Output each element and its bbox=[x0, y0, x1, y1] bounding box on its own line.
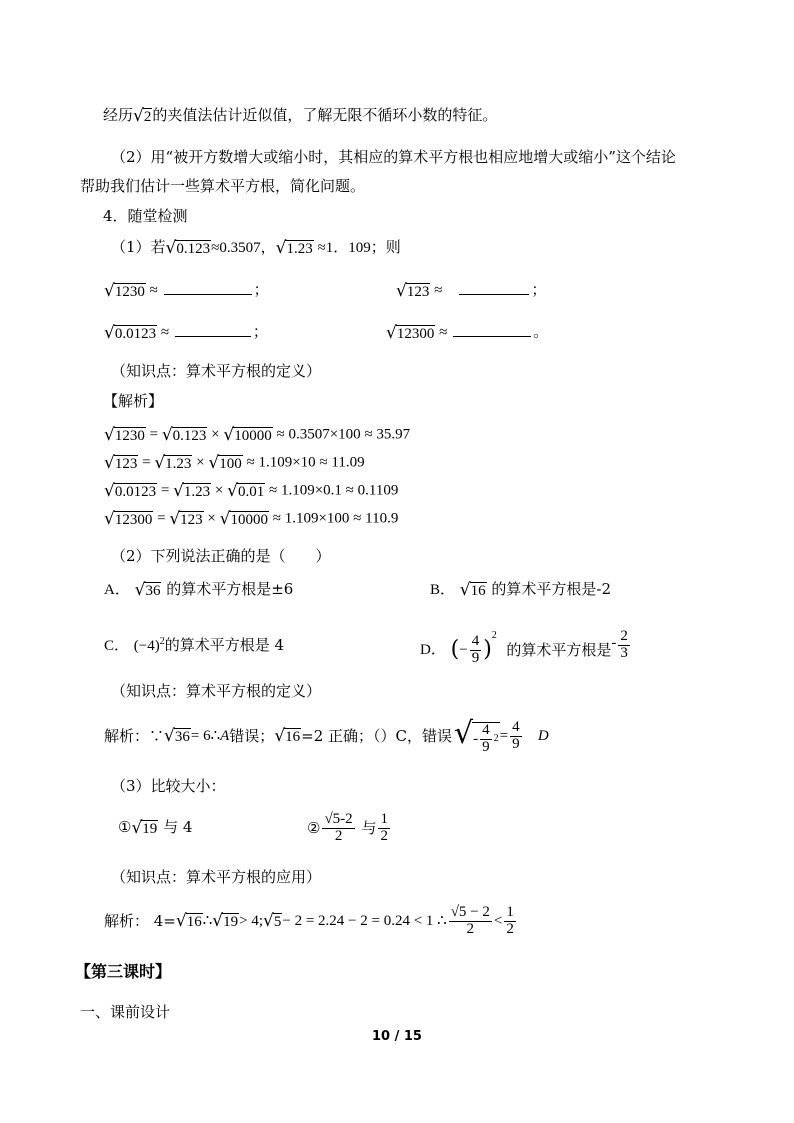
solution-line: √12300 = √123 × √10000 ≈ 1.109×100 ≈ 110.9 bbox=[104, 509, 399, 529]
analysis-heading: 【解析】 bbox=[103, 392, 164, 410]
solution-2: 解析：∵ √36 = 6∴ A 错误； √16 =2 正确；（）C，错误 √ - $\frac{4}{9}$ 2 = $\frac{4}{9}$ D bbox=[104, 716, 549, 755]
option-c[interactable]: C． $(-4)^2$的算术平方根是 4 bbox=[104, 636, 285, 654]
option-a[interactable]: A． √36 的算术平方根是±6 bbox=[104, 580, 294, 600]
answer-blank[interactable] bbox=[164, 294, 252, 295]
method-line-2: 帮助我们估计一些算术平方根，简化问题。 bbox=[80, 177, 366, 195]
knowledge-point-2: （知识点：算术平方根的定义） bbox=[111, 682, 322, 700]
subsection-heading: 一、课前设计 bbox=[80, 1003, 171, 1021]
compare-1: ①√19 与 4 bbox=[118, 818, 193, 838]
compare-2: ② $\frac{√5-2}{2}$ 与 $\frac{1}{2}$ bbox=[307, 810, 388, 844]
option-d[interactable]: D． ( − $\frac{4}{9}$ ) 2 的算术平方根是 - $\frac{2}{3}$ bbox=[420, 627, 628, 666]
knowledge-point-3: （知识点：算术平方根的应用） bbox=[111, 868, 322, 886]
text: 的夹值法估计近似值，了解无限不循环小数的特征。 bbox=[152, 106, 498, 125]
solution-3: 解析： 4= √16 ∴ √19 > 4; √5 − 2 = 2.24 − 2 = 0.24 < 1 ∴ $\frac{√5 - 2}{2}$ < $\frac{1}{2}$ bbox=[104, 903, 514, 937]
sqrt: √1.23 bbox=[275, 238, 313, 258]
sqrt: √0.123 bbox=[165, 238, 211, 258]
sqrt-2: √2 bbox=[133, 106, 152, 126]
knowledge-point-1: （知识点：算术平方根的定义） bbox=[111, 362, 322, 380]
solution-line: √1230 = √0.123 × √10000 ≈ 0.3507×100 ≈ 35.97 bbox=[104, 425, 411, 445]
answer-blank[interactable] bbox=[459, 294, 529, 295]
text: 经历 bbox=[103, 106, 134, 125]
fill-item-d: √12300 ≈ 。 bbox=[386, 323, 549, 343]
solution-line: √123 = √1.23 × √100 ≈ 1.109×10 ≈ 11.09 bbox=[104, 453, 365, 473]
text: ≈0.3507， bbox=[211, 240, 276, 257]
method-line-1: （2）用“被开方数增大或缩小时，其相应的算术平方根也相应地增大或缩小”这个结论 bbox=[111, 148, 676, 166]
sqrt: √1230 bbox=[104, 281, 145, 301]
answer-blank[interactable] bbox=[453, 336, 531, 337]
fill-item-b: √123 ≈ ； bbox=[396, 281, 547, 301]
section-heading: 4．随堂检测 bbox=[103, 207, 188, 225]
sqrt: √123 bbox=[396, 281, 430, 301]
fill-item-c: √0.0123 ≈ ； bbox=[104, 323, 268, 343]
intro-line bbox=[103, 106, 497, 126]
solution-line: √0.0123 = √1.23 × √0.01 ≈ 1.109×0.1 ≈ 0.1109 bbox=[104, 481, 399, 501]
question-2: （2）下列说法正确的是（ ） bbox=[111, 547, 331, 565]
question-1 bbox=[111, 238, 401, 258]
answer-blank[interactable] bbox=[175, 336, 251, 337]
sqrt: √0.0123 bbox=[104, 323, 157, 343]
page-number: 10 / 15 bbox=[372, 1029, 422, 1044]
text: （1）若 bbox=[111, 238, 166, 257]
lesson-heading: 【第三课时】 bbox=[75, 962, 172, 981]
question-3: （3）比较大小： bbox=[111, 777, 226, 795]
text: ≈1．109；则 bbox=[313, 240, 401, 257]
fill-item-a: √1230 ≈ ； bbox=[104, 281, 269, 301]
sqrt: √12300 bbox=[386, 323, 435, 343]
option-b[interactable]: B． √16 的算术平方根是-2 bbox=[430, 580, 612, 600]
